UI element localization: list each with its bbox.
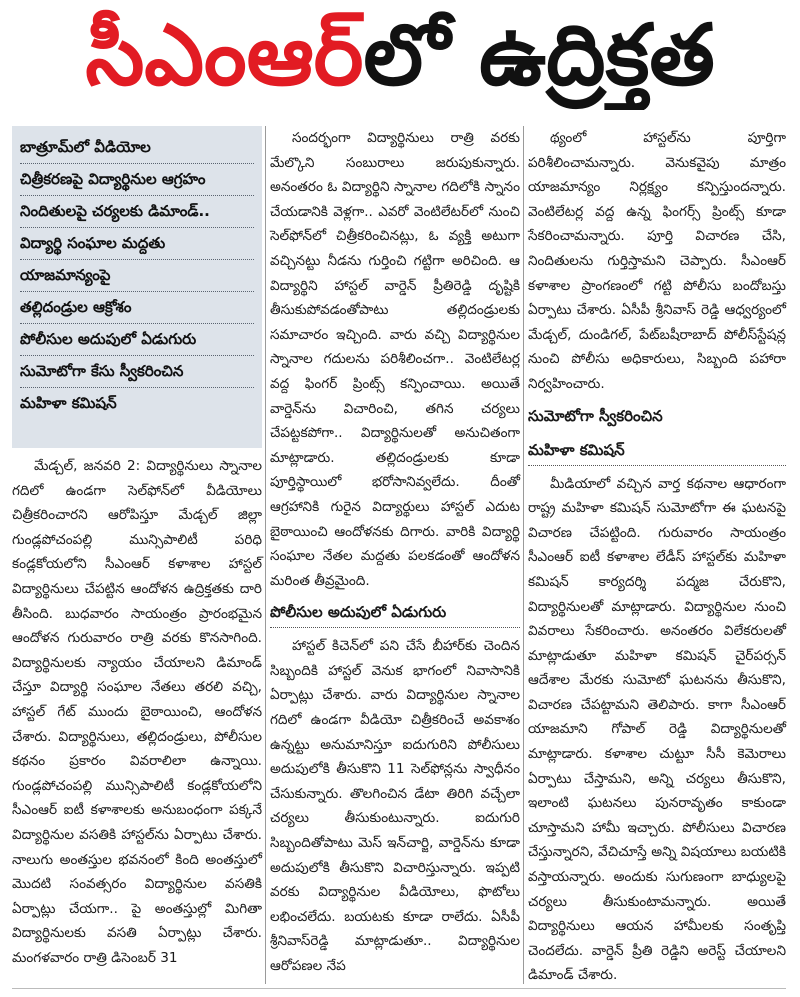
article-body-paragraph: థ్యంలో హాస్టల్‌ను పూర్తిగా పరిశీలించామన్నారు. వెనుకవైపు మాత్రం యాజమాన్యం నిర్లక్ష్యం కన్పిస్తుందన్నారు. వెంటిలేటర్ల వద్ద ఉన్న ఫింగర్స్‌ ప్రింట్స్‌ కూడా సేకరించామన్నారు. పూర్తి విచారణ చేసి, నిందితులను గుర్తిస్తామని చెప్పారు. సీఎంఆర్‌ కళాశాల ప్రాంగణంలో గట్టి పోలీసు బందోబస్తు ఏర్పాటు చేశారు. ఏసీపీ శ్రీనివాస్‌ రెడ్డి ఆధ్వర్యంలో మేడ్చల్‌, దుండిగల్‌, పేట్‌బషీరాబాద్‌ పోలీస్‌స్టేషన్ల నుంచి పోలీసు అధికారులు, సిబ్బంది పహారా నిర్వహించారు. xyxy=(528,130,786,392)
headline-red-part: సీఎంఆర్ xyxy=(85,6,364,104)
article-body-paragraph: హాస్టల్‌ కిచెన్‌లో పని చేసే బీహార్‌కు చెందిన సిబ్బందికి హాస్టల్‌ వెనుక భాగంలో నివాసానికి ఏర్పాట్లు చేశారు. వారు విద్యార్థినుల స్నానాల గదిలో ఉండగా వీడియో చిత్రీకరించే అవకాశం ఉన్నట్టు అనుమానిస్తూ ఐదుగురిని పోలీసులు అదుపులోకి తీసుకొని 11 సెల్‌ఫోన్లను స్వాధీనం చేసుకున్నారు. తొలగించిన డేటా తిరిగి వచ్చేలా చర్యలు తీసుకుంటున్నారు. ఐదుగురి సిబ్బందితోపాటు మెస్‌ ఇన్‌చార్జి, వార్డెన్‌ను కూడా అదుపులోకి తీసుకొని విచారిస్తున్నారు. ఇప్పటి వరకు విద్యార్థినుల వీడియోలు, ఫొటోలు లభించలేదు. బయటకు కూడా రాలేదు. ఏసీపీ శ్రీనివాస్‌రెడ్డి మాట్లాడుతూ.. విద్యార్థినుల ఆరోపణల నేప xyxy=(270,638,520,974)
article-column-2 xyxy=(270,126,520,979)
column-divider xyxy=(523,126,524,984)
highlight-item: నిందితులపై చర్యలకు డిమాండ్‌.. xyxy=(20,196,254,228)
highlight-item: మహిళా కమిషన్‌ xyxy=(20,394,117,412)
headline xyxy=(0,0,800,110)
highlight-item: యాజమాన్యంపై xyxy=(20,260,254,292)
column-divider xyxy=(265,126,266,984)
subheading-women-commission-line2: మహిళా కమిషన్‌ xyxy=(528,435,786,466)
article-body-paragraph: సందర్భంగా విద్యార్థినులు రాత్రి వరకు మేల్కొని సంబురాలు జరుపుకున్నారు. అనంతరం ఓ విద్యార్థిని స్నానాల గదిలోకి స్నానం చేయడానికి వెళ్లగా.. ఎవరో వెంటిలేటర్‌లో నుంచి సెల్‌ఫోన్‌లో చిత్రీకరించినట్లు, ఓ వ్యక్తి అటుగా వచ్చినట్టు నీడను గుర్తించి గట్టిగా అరిచింది. ఆ విద్యార్థిని హాస్టల్‌ వార్డెన్‌ ప్రీతిరెడ్డి దృష్టికి తీసుకుపోవడంతోపాటు తల్లిదండ్రులకు సమాచారం ఇచ్చింది. వారు వచ్చి విద్యార్థినుల స్నానాల గదులను పరిశీలించగా.. వెంటిలేటర్ల వద్ద ఫింగర్‌ ప్రింట్స్‌ కన్పించాయి. అయితే వార్డెన్‌ను విచారించి, తగిన చర్యలు చేపట్టకపోగా.. విద్యార్థినులతో అనుచితంగా మాట్లాడారు. తల్లిదండ్రులకు కూడా పూర్తిస్థాయిలో భరోసానివ్వలేదు. దీంతో ఆగ్రహానికి గురైన విద్యార్థులు హాస్టల్‌ ఎదుట బైఠాయించి ఆందోళనకు దిగారు. వారికి విద్యార్థి సంఘాల నేతల మద్దతు పలకడంతో ఆందోళన మరింత తీవ్రమైంది. xyxy=(270,130,520,589)
subheading-police: పోలీసుల అదుపులో ఏడుగురు xyxy=(270,597,520,628)
article-column-1 xyxy=(12,126,262,970)
bottom-divider xyxy=(12,988,786,989)
article-column-3 xyxy=(528,126,786,988)
highlight-item: సుమోటోగా కేసు స్వీకరించిన xyxy=(20,356,254,388)
article-body-paragraph: మీడియాలో వచ్చిన వార్త కథనాల ఆధారంగా రాష్ట్ర మహిళా కమిషన్‌ సుమోటోగా ఈ ఘటనపై విచారణ చేపట్టింది. గురువారం సాయంత్రం సీఎంఆర్‌ ఐటీ కళాశాల లేడీస్‌ హాస్టల్‌కు మహిళా కమిషన్‌ కార్యదర్శి పద్మజ చేరుకొని, విద్యార్థినులతో మాట్లాడారు. విద్యార్థినుల నుంచి వివరాలు సేకరించారు. అనంతరం విలేకరులతో మాట్లాడుతూ మహిళా కమిషన్‌ చైర్‌పర్సన్‌ ఆదేశాల మేరకు సుమోటో ఘటనను తీసుకొని, విచారణ చేపట్టామని తెలిపారు. కాగా సీఎంఆర్‌ యాజమాని గోపాల్‌ రెడ్డి విద్యార్థినులతో మాట్లాడారు. కళాశాల చుట్టూ సీసీ కెమెరాలు ఏర్పాటు చేస్తామని, అన్ని చర్యలు తీసుకొని, ఇలాంటి ఘటనలు పునరావృతం కాకుండా చూస్తామని హామీ ఇచ్చారు. పోలీసులు విచారణ చేస్తున్నారని, వేచిచూస్తే అన్ని విషయాలు బయటికి వస్తాయన్నారు. అందుకు సుగుణంగా బాధ్యులపై చర్యలు తీసుకుంటామన్నారు. అయితే విద్యార్థినులు ఆయన హామీలకు సంతృప్తి చెందలేదు. వార్డెన్‌ ప్రీతి రెడ్డిని అరెస్ట్‌ చేయాలని డిమాండ్‌ చేశారు. xyxy=(528,475,786,984)
highlight-item: తల్లిదండ్రుల ఆక్రోశం xyxy=(20,292,254,324)
highlight-item: విద్యార్థి సంఘాల మద్దతు xyxy=(20,228,254,260)
highlight-item: పోలీసుల అదుపులో ఏడుగురు xyxy=(20,324,254,356)
highlight-item: చిత్రీకరణపై విద్యార్థినుల ఆగ్రహం xyxy=(20,164,254,196)
highlights-box xyxy=(12,126,262,448)
headline-black-part: లో ఉద్రిక్తత xyxy=(363,6,715,104)
article-body-paragraph: మేడ్చల్‌, జనవరి 2: విద్యార్థినులు స్నానాల గదిలో ఉండగా సెల్‌ఫోన్‌లో వీడియోలు చిత్రీకరించారని ఆరోపిస్తూ మేడ్చల్‌ జిల్లా గుండ్లపోచంపల్లి మున్సిపాలిటీ పరిధి కండ్లకోయలోని సీఎంఆర్‌ కళాశాల హాస్టల్‌ విద్యార్థినులు చేపట్టిన ఆందోళన ఉద్రిక్తతకు దారి తీసింది. బుధవారం సాయంత్రం ప్రారంభమైన ఆందోళన గురువారం రాత్రి వరకు కొనసాగింది. విద్యార్థినులకు న్యాయం చేయాలని డిమాండ్‌ చేస్తూ విద్యార్థి సంఘాల నేతలు తరలి వచ్చి, హాస్టల్‌ గేట్‌ ముందు బైఠాయించి, ఆందోళన చేశారు. విద్యార్థినులు, తల్లిదండ్రులు, పోలీసుల కథనం ప్రకారం వివరాలిలా ఉన్నాయి. గుండ్లపోచంపల్లి మున్సిపాలిటీ కండ్లకోయలోని సీఎంఆర్‌ ఐటీ కళాశాలకు అనుబంధంగా పక్కనే విద్యార్థినుల వసతికి హాస్టల్‌ను ఏర్పాటు చేశారు. నాలుగు అంతస్తుల భవనంలో కింది అంతస్తులో మొదటి సంవత్సరం విద్యార్థినుల వసతికి ఏర్పాట్లు చేయగా.. పై అంతస్తుల్లో మిగితా విద్యార్థినులకు వసతి ఏర్పాట్లు చేశారు. మంగళవారం రాత్రి డిసెంబర్‌ 31 xyxy=(12,458,262,966)
highlight-item: బాత్రూమ్‌లో వీడియోల xyxy=(20,132,254,164)
subheading-women-commission-line1: సుమోటోగా స్వీకరించిన xyxy=(528,406,663,425)
